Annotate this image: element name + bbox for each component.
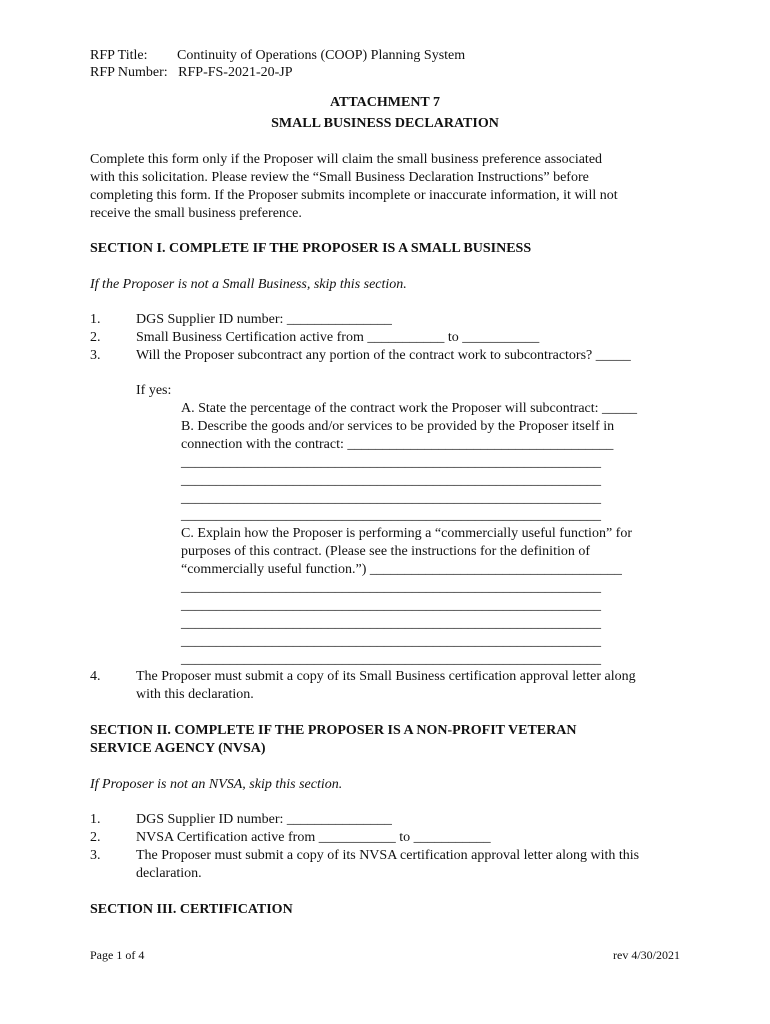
list-item-number: 1. <box>90 812 101 827</box>
if-yes-label: If yes: <box>136 383 172 398</box>
list-item-number: 2. <box>90 330 101 345</box>
blank-line: ____________________________________________________________ <box>181 598 601 613</box>
blank-line: ____________________________________________________________ <box>181 634 601 649</box>
section1-heading: SECTION I. COMPLETE IF THE PROPOSER IS A SMALL BUSINESS <box>90 241 532 256</box>
blank-line: ____________________________________________________________ <box>181 508 601 523</box>
certification-dates-field: Small Business Certification active from ___________ to ___________ <box>136 330 540 345</box>
section1-note: If the Proposer is not a Small Business, skip this section. <box>90 277 407 292</box>
list-item-number: 3. <box>90 348 101 363</box>
nvsa-supplier-id-field: DGS Supplier ID number: _______________ <box>136 812 392 827</box>
list-item-number: 1. <box>90 312 101 327</box>
nvsa-letter-line: The Proposer must submit a copy of its NVSA certification approval letter along with this <box>136 848 640 863</box>
section2-note: If Proposer is not an NVSA, skip this section. <box>90 777 343 792</box>
rfp-title-label: RFP Title: <box>90 48 148 63</box>
section2-heading: SERVICE AGENCY (NVSA) <box>90 741 266 756</box>
blank-line: ____________________________________________________________ <box>181 616 601 631</box>
section2-heading: SECTION II. COMPLETE IF THE PROPOSER IS A NON-PROFIT VETERAN <box>90 723 577 738</box>
describe-goods-line: connection with the contract: ______________________________________ <box>181 437 614 452</box>
commercially-useful-line: purposes of this contract. (Please see the instructions for the definition of <box>181 544 591 559</box>
list-item-number: 2. <box>90 830 101 845</box>
supplier-id-field: DGS Supplier ID number: _______________ <box>136 312 392 327</box>
intro-line: receive the small business preference. <box>90 206 302 221</box>
certification-letter-line: The Proposer must submit a copy of its Small Business certification approval letter along <box>136 669 636 684</box>
intro-line: completing this form. If the Proposer submits incomplete or inaccurate information, it will not <box>90 188 618 203</box>
nvsa-letter-line: declaration. <box>136 866 202 881</box>
commercially-useful-line: C. Explain how the Proposer is performing a “commercially useful function” for <box>181 526 632 541</box>
attachment-title: ATTACHMENT 7 <box>329 95 441 110</box>
subcontract-percentage-field: A. State the percentage of the contract work the Proposer will subcontract: _____ <box>181 401 638 416</box>
describe-goods-line: B. Describe the goods and/or services to be provided by the Proposer itself in <box>181 419 615 434</box>
page-number: Page 1 of 4 <box>90 948 145 962</box>
list-item-number: 4. <box>90 669 101 684</box>
subcontract-question: Will the Proposer subcontract any portion of the contract work to subcontractors? _____ <box>136 348 631 363</box>
rfp-title-value: Continuity of Operations (COOP) Planning System <box>177 48 466 63</box>
blank-line: ____________________________________________________________ <box>181 652 601 667</box>
commercially-useful-line: “commercially useful function.”) ____________________________________ <box>181 562 622 577</box>
blank-line: ____________________________________________________________ <box>181 473 601 488</box>
intro-line: Complete this form only if the Proposer will claim the small business preference associated <box>90 152 603 167</box>
section3-heading: SECTION III. CERTIFICATION <box>90 902 293 917</box>
blank-line: ____________________________________________________________ <box>181 580 601 595</box>
rfp-number: RFP Number: RFP-FS-2021-20-JP <box>90 65 293 80</box>
intro-line: with this solicitation. Please review the “Small Business Declaration Instructions” before <box>90 170 589 185</box>
revision-date: rev 4/30/2021 <box>613 948 680 962</box>
list-item-number: 3. <box>90 848 101 863</box>
nvsa-certification-dates-field: NVSA Certification active from ___________ to ___________ <box>136 830 491 845</box>
certification-letter-line: with this declaration. <box>136 687 254 702</box>
blank-line: ____________________________________________________________ <box>181 455 601 470</box>
blank-line: ____________________________________________________________ <box>181 491 601 506</box>
page-title: SMALL BUSINESS DECLARATION <box>271 116 499 131</box>
